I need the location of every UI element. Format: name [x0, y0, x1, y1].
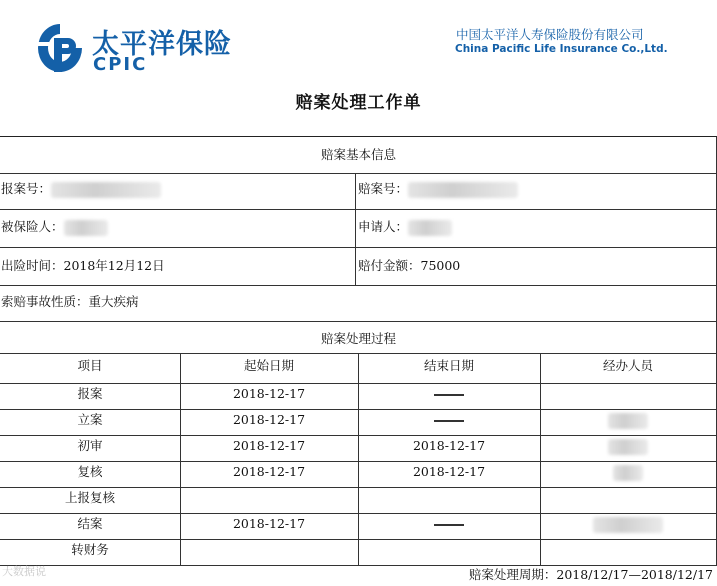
- col-header-start: 起始日期: [243, 358, 294, 373]
- redacted-report-no: [51, 182, 161, 198]
- rule: [0, 173, 717, 174]
- cpic-logo-icon: [36, 22, 84, 74]
- claim-cycle: 赔案处理周期：2018/12/17—2018/12/17: [468, 567, 713, 582]
- redacted-insured: [64, 220, 108, 236]
- incident-time: 出险时间：2018年12月12日: [1, 258, 165, 273]
- col-header-item: 项目: [77, 358, 103, 373]
- company-name-en: China Pacific Life Insurance Co.,Ltd.: [455, 43, 668, 55]
- claim-no-field: [358, 180, 518, 198]
- process-item: 立案: [77, 412, 103, 427]
- redacted-handler: [608, 413, 648, 429]
- process-item: 结案: [77, 516, 103, 531]
- applicant-label: 申请人：: [358, 219, 409, 234]
- process-end-date: [358, 411, 540, 429]
- redacted-handler: [613, 465, 643, 481]
- process-end-date: 2018-12-17: [412, 438, 486, 453]
- insured-field: [1, 218, 108, 236]
- report-no-field: [1, 180, 161, 198]
- claim-worksheet-table: [0, 136, 717, 567]
- process-item: 转财务: [71, 542, 109, 557]
- process-item: 上报复核: [64, 490, 115, 505]
- process-start-date: 2018-12-17: [232, 516, 306, 531]
- document-title: 赔案处理工作单: [295, 93, 422, 113]
- process-start-date: 2018-12-17: [232, 464, 306, 479]
- process-handler: [540, 437, 716, 455]
- col-header-handler: 经办人员: [602, 358, 653, 373]
- report-no-label: 报案号：: [1, 181, 52, 196]
- process-end-date: 2018-12-17: [412, 464, 486, 479]
- rule: [0, 247, 717, 248]
- process-end-date: [358, 385, 540, 403]
- redacted-claim-no: [408, 182, 518, 198]
- process-heading: 赔案处理过程: [320, 331, 396, 346]
- payout-amount: 赔付金额：75000: [358, 258, 461, 273]
- company-name-cn: 中国太平洋人寿保险股份有限公司: [456, 27, 644, 42]
- claim-nature: 索赔事故性质：重大疾病: [1, 294, 139, 309]
- redacted-handler: [608, 439, 648, 455]
- rule: [0, 209, 717, 210]
- rule: [540, 353, 541, 565]
- process-start-date: 2018-12-17: [232, 438, 306, 453]
- process-handler: [540, 515, 716, 533]
- letterhead: [0, 0, 717, 84]
- insured-label: 被保险人：: [1, 219, 64, 234]
- claim-no-label: 赔案号：: [358, 181, 409, 196]
- rule: [0, 321, 717, 322]
- dash-mark: [434, 420, 464, 422]
- process-end-date: [358, 515, 540, 533]
- brand-name-cn: 太平洋保险: [92, 29, 232, 60]
- watermark: 大数据说: [2, 565, 46, 578]
- brand-name-en: CPIC: [93, 54, 148, 75]
- process-start-date: 2018-12-17: [232, 412, 306, 427]
- process-item: 初审: [77, 438, 103, 453]
- dash-mark: [434, 524, 464, 526]
- process-item: 报案: [77, 386, 103, 401]
- process-start-date: 2018-12-17: [232, 386, 306, 401]
- process-item: 复核: [77, 464, 103, 479]
- redacted-handler: [593, 517, 663, 533]
- basic-info-heading: 赔案基本信息: [320, 147, 396, 162]
- col-header-end: 结束日期: [423, 358, 474, 373]
- applicant-field: [358, 218, 452, 236]
- redacted-applicant: [408, 220, 452, 236]
- rule: [355, 173, 356, 285]
- dash-mark: [434, 394, 464, 396]
- rule: [0, 285, 717, 286]
- process-handler: [540, 411, 716, 429]
- process-handler: [540, 463, 716, 481]
